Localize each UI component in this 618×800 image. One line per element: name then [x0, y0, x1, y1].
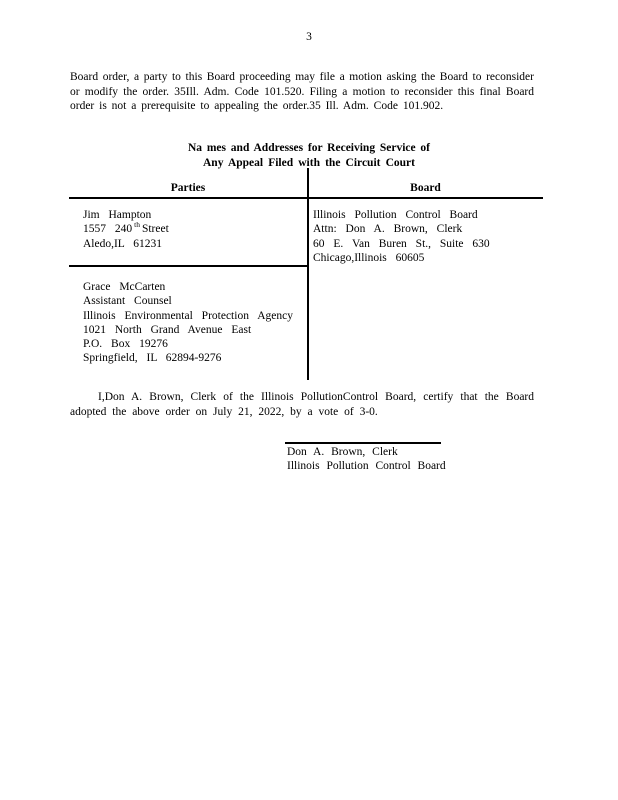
address-line: Grace McCarten: [83, 281, 166, 293]
service-heading-line: Na mes and Addresses for Receiving Service of: [188, 142, 430, 154]
address-line: Chicago,Illinois 60605: [313, 251, 425, 264]
intro-paragraph: [70, 70, 534, 114]
address-line-city: Aledo,IL 61231: [83, 237, 163, 250]
table-header-rule: [69, 197, 543, 199]
street-name: Street: [141, 223, 169, 236]
address-line: 60 E. Van Buren St., Suite 630: [313, 237, 490, 250]
table-column-divider: [307, 168, 309, 380]
parties-row-divider: [69, 265, 307, 267]
signature-rule: [285, 442, 441, 444]
service-heading: [0, 141, 618, 170]
signature-organization: Illinois Pollution Control Board: [287, 460, 446, 473]
intro-line: Board order, a party to this Board proceeding may file a motion asking the Board to reconsider: [70, 71, 534, 83]
party-address-grace-mccarten: [83, 280, 307, 366]
address-line: Attn: Don A. Brown, Clerk: [313, 223, 463, 236]
address-line: Illinois Pollution Control Board: [313, 209, 478, 221]
address-line-street: [83, 222, 303, 236]
address-line: Springfield, IL 62894-9276: [83, 352, 222, 365]
intro-line: or modify the order. 35Ill. Adm. Code 101.520. Filing a motion to reconsider this final Board: [70, 85, 534, 98]
address-line: 1021 North Grand Avenue East: [83, 323, 252, 336]
signature-name: Don A. Brown, Clerk: [287, 446, 398, 458]
address-line: P.O. Box 19276: [83, 338, 168, 351]
intro-line: order is not a prerequisite to appealing the order.35 Ill. Adm. Code 101.902.: [70, 100, 444, 112]
address-line: Assistant Counsel: [83, 295, 172, 308]
address-line: Illinois Environmental Protection Agency: [83, 309, 293, 322]
address-line-name: Jim Hampton: [83, 209, 152, 221]
street-ordinal-suffix: th: [134, 220, 140, 230]
page-number: 3: [306, 31, 312, 43]
board-column-header: Board: [410, 182, 441, 194]
certification-line: I,Don A. Brown, Clerk of the Illinois PollutionControl Board, certify that the Board: [98, 391, 534, 403]
service-heading-line: Any Appeal Filed with the Circuit Court: [203, 156, 415, 169]
street-number: 1557 240: [83, 223, 133, 236]
signature-block: [287, 445, 517, 474]
parties-column-header: Parties: [170, 182, 206, 194]
party-address-jim-hampton: [83, 208, 303, 251]
board-address: [313, 208, 541, 265]
certification-paragraph: [70, 390, 534, 419]
certification-line: adopted the above order on July 21, 2022, by a vote of 3-0.: [70, 405, 378, 418]
